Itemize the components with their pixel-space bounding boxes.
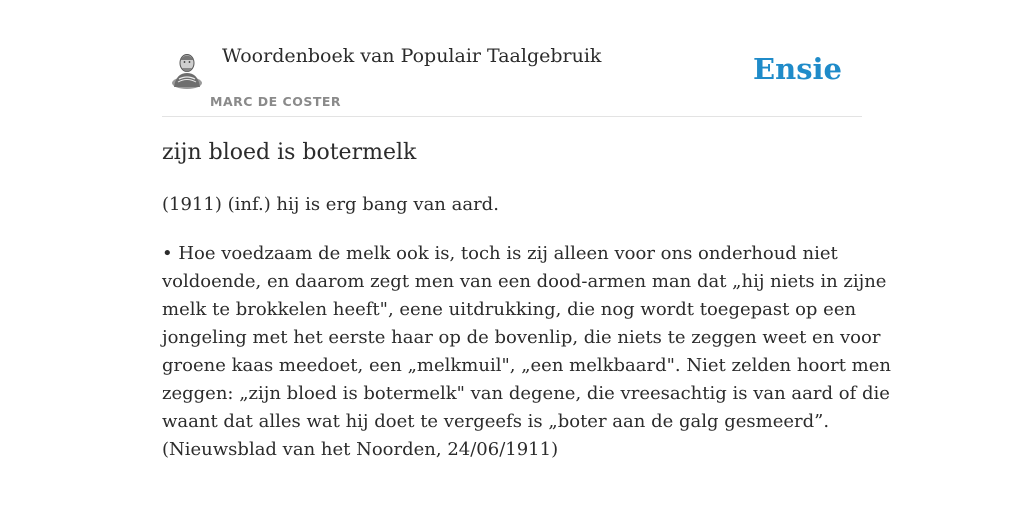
entry-header [162, 0, 862, 117]
example-line: waant dat alles wat hij doet te vergeefs is „boter aan de galg gesmeerd”. [162, 411, 830, 432]
example-line: groene kaas meedoet, een „melkmuil", „een melkbaard". Niet zelden hoort men [162, 355, 891, 376]
brand-logo-link[interactable]: Ensie [753, 52, 842, 86]
entry-definition: (1911) (inf.) hij is erg bang van aard. [162, 194, 499, 215]
example-line: • Hoe voedzaam de melk ook is, toch is zij alleen voor ons onderhoud niet [162, 243, 838, 264]
dictionary-title[interactable]: Woordenboek van Populair Taalgebruik [222, 45, 602, 67]
page-content [162, 0, 891, 460]
author-portrait-icon [170, 51, 204, 89]
example-line: voldoende, en daarom zegt men van een dood-armen man dat „hij niets in zijne [162, 271, 887, 292]
example-line: melk te brokkelen heeft", eene uitdrukking, die nog wordt toegepast op een [162, 299, 857, 320]
example-source: (Nieuwsblad van het Noorden, 24/06/1911) [162, 439, 559, 460]
example-line: jongeling met het eerste haar op de bovenlip, die niets te zeggen weet en voor [162, 327, 881, 348]
entry-term: zijn bloed is botermelk [162, 140, 417, 165]
example-line: zeggen: „zijn bloed is botermelk" van degene, die vreesachtig is van aard of die [162, 383, 890, 404]
author-name[interactable]: MARC DE COSTER [210, 94, 342, 109]
entry-example [162, 240, 891, 464]
